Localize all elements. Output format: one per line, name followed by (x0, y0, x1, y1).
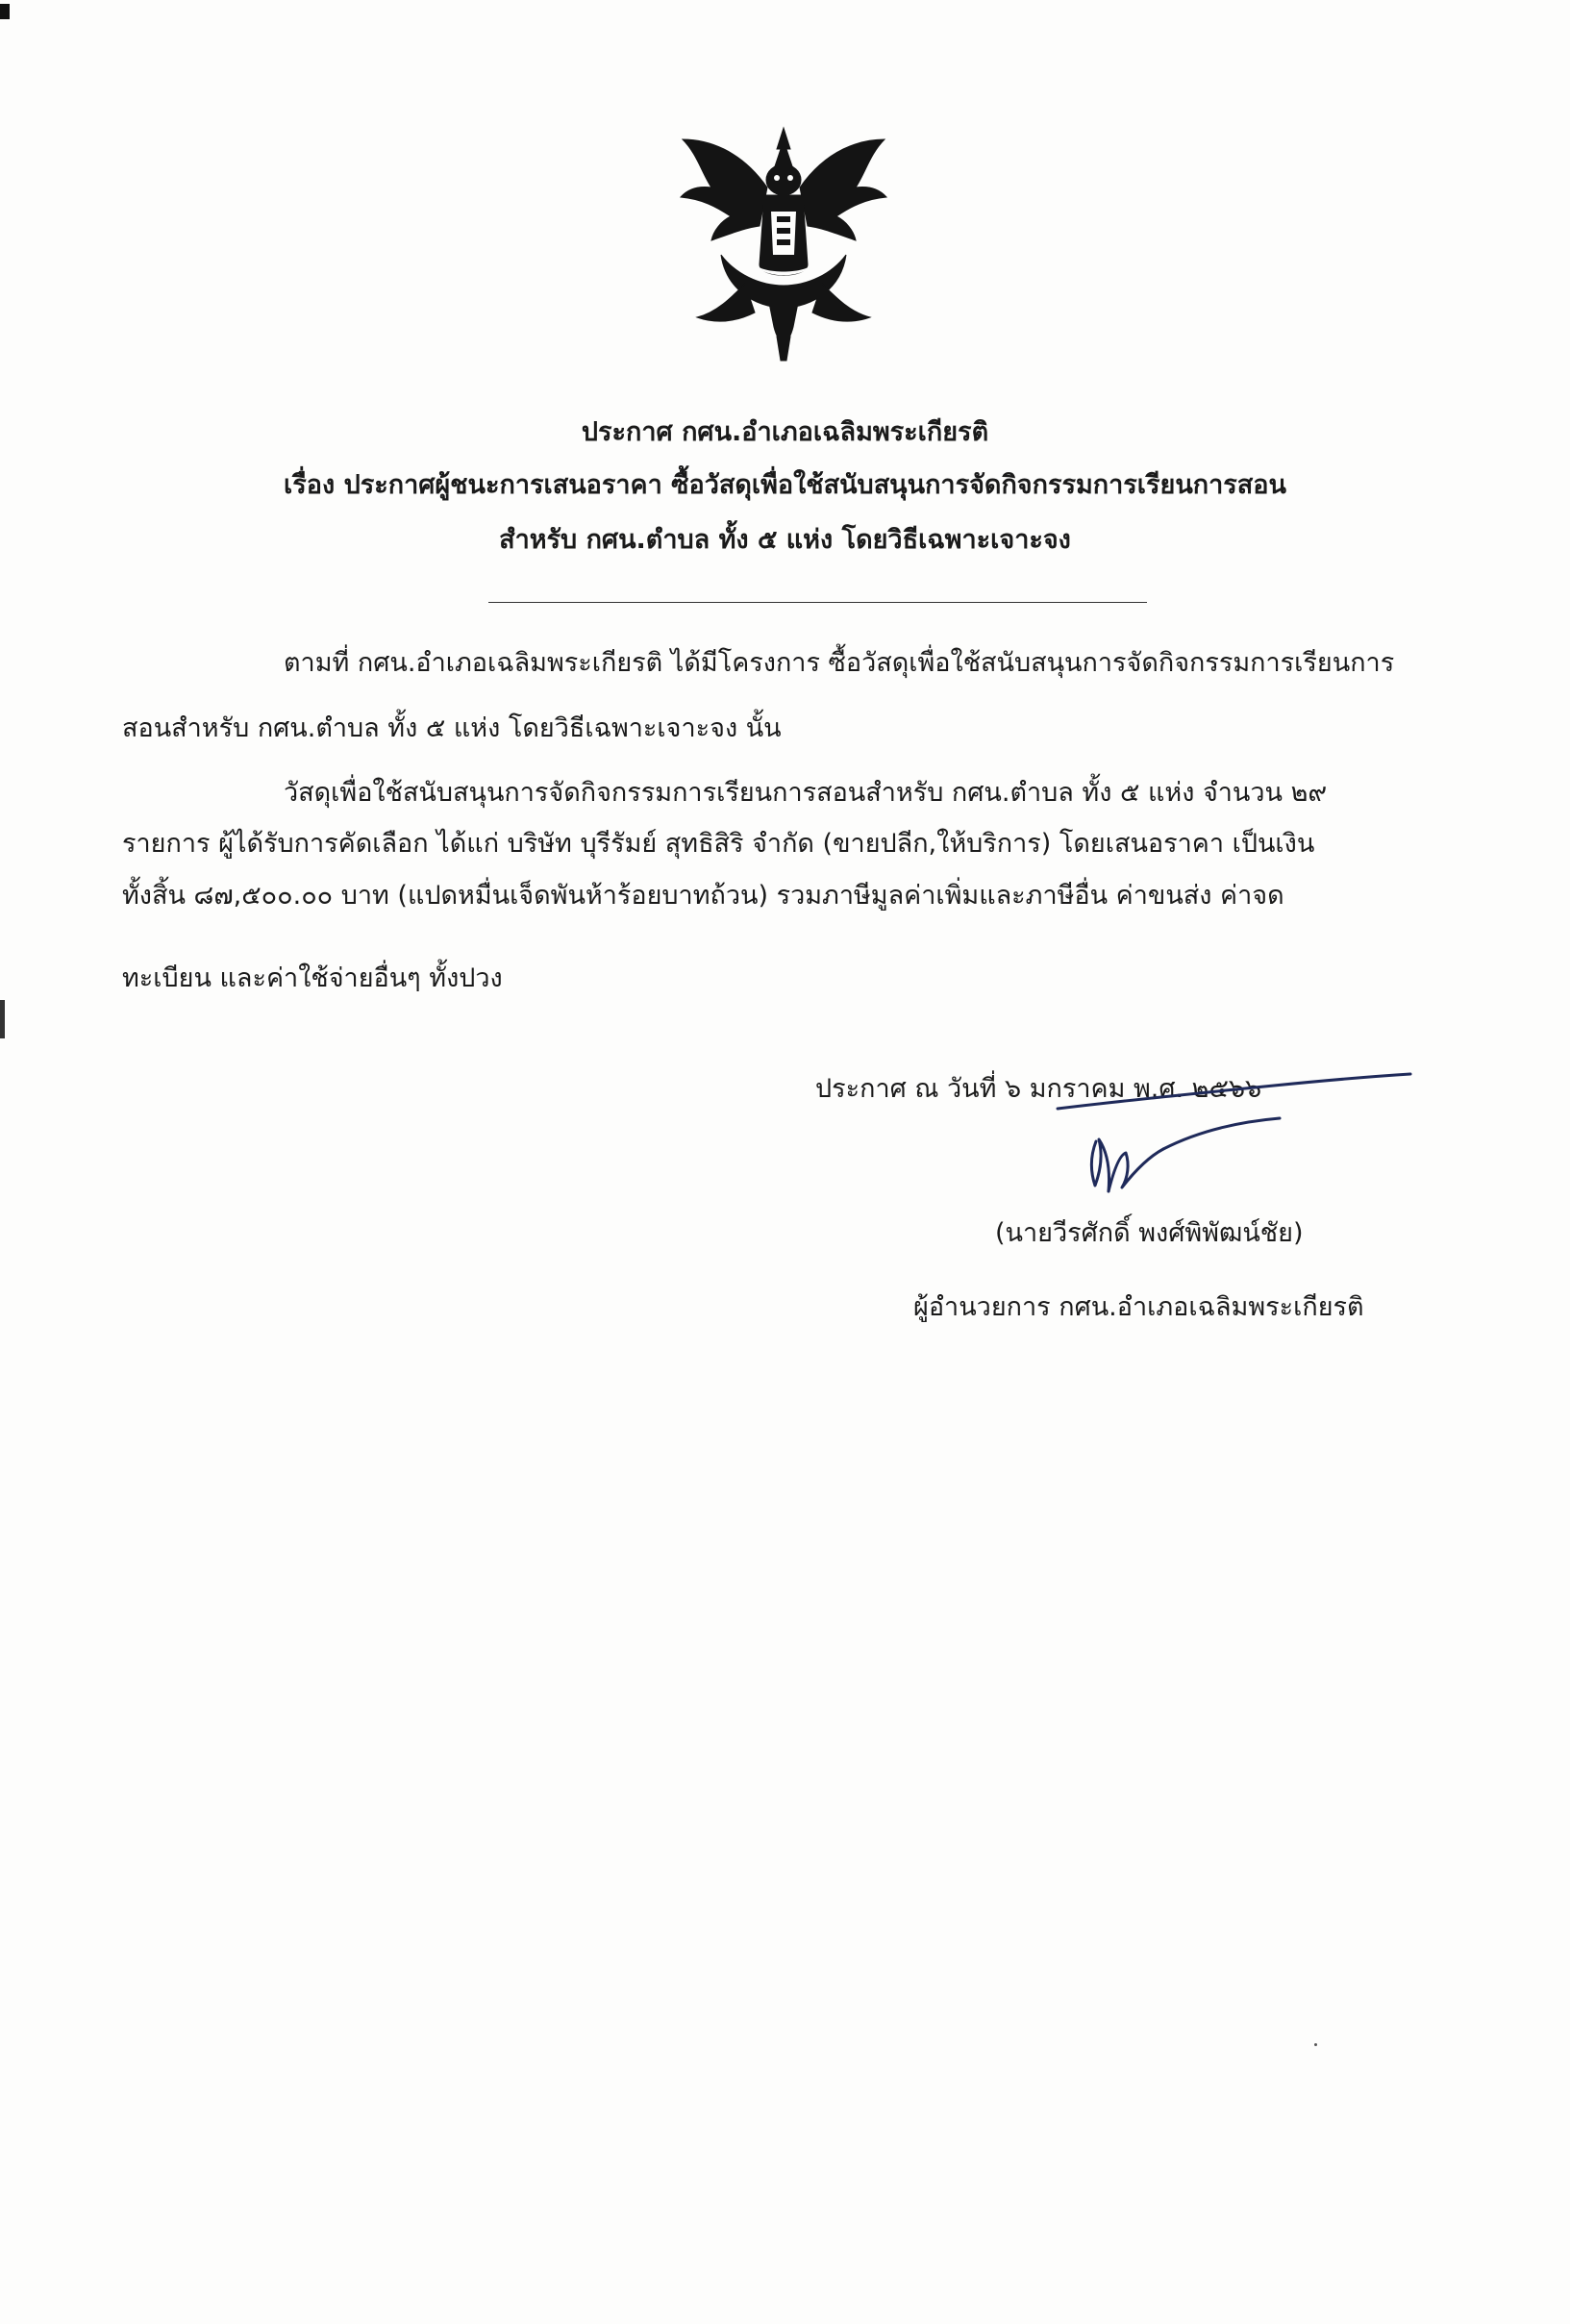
scan-speck (1314, 2043, 1317, 2046)
handwritten-signature (1053, 1072, 1413, 1226)
paragraph-2-line-1: วัสดุเพื่อใช้สนับสนุนการจัดกิจกรรมการเรียนการสอนสำหรับ กศน.ตำบล ทั้ง ๕ แห่ง จำนวน ๒๙ (284, 778, 1328, 808)
paragraph-2-line-3: ทั้งสิ้น ๘๗,๕๐๐.๐๐ บาท (แปดหมื่นเจ็ดพันห้าร้อยบาทถ้วน) รวมภาษีมูลค่าเพิ่มและภาษีอื่น ค่าขนส่ง ค่าจด (122, 881, 1284, 911)
signer-name: (นายวีรศักดิ์ พงศ์พิพัฒน์ชัย) (995, 1218, 1304, 1248)
paragraph-2-line-4: ทะเบียน และค่าใช้จ่ายอื่นๆ ทั้งปวง (122, 963, 503, 993)
scan-edge-mark (0, 1000, 5, 1038)
signer-position: ผู้อำนวยการ กศน.อำเภอเฉลิมพระเกียรติ (913, 1292, 1364, 1322)
announcement-title: ประกาศ กศน.อำเภอเฉลิมพระเกียรติ (581, 417, 989, 447)
garuda-emblem-icon (663, 120, 904, 370)
paragraph-2-line-2: รายการ ผู้ได้รับการคัดเลือก ได้แก่ บริษัท บุรีรัมย์ สุทธิสิริ จำกัด (ขายปลีก,ให้บริการ) โดยเสนอราคา เป็นเงิน (122, 829, 1315, 859)
announcement-subject: เรื่อง ประกาศผู้ชนะการเสนอราคา ซื้อวัสดุเพื่อใช้สนับสนุนการจัดกิจกรรมการเรียนการสอน (284, 470, 1286, 500)
announcement-subject-cont: สำหรับ กศน.ตำบล ทั้ง ๕ แห่ง โดยวิธีเฉพาะเจาะจง (499, 525, 1071, 555)
scan-edge-mark (0, 4, 10, 19)
announcement-date: ประกาศ ณ วันที่ ๖ มกราคม พ.ศ. ๒๕๖๖ (815, 1074, 1262, 1104)
paragraph-1-line-2: สอนสำหรับ กศน.ตำบล ทั้ง ๕ แห่ง โดยวิธีเฉพาะเจาะจง นั้น (122, 713, 782, 743)
paragraph-1-line-1: ตามที่ กศน.อำเภอเฉลิมพระเกียรติ ได้มีโครงการ ซื้อวัสดุเพื่อใช้สนับสนุนการจัดกิจกรรมการเรียนการ (284, 648, 1395, 678)
heading-divider (488, 602, 1147, 603)
